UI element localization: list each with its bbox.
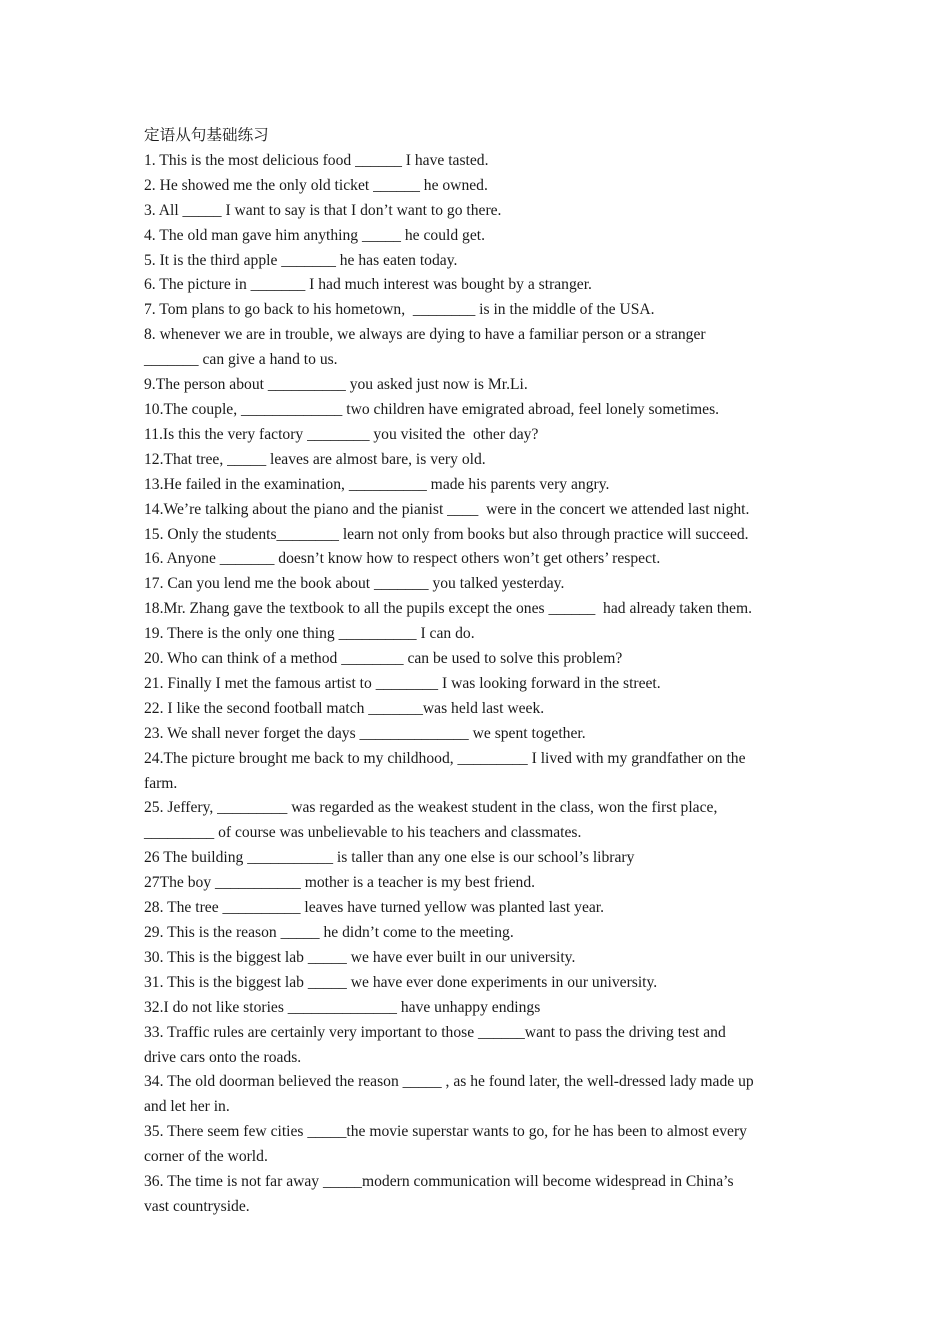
exercise-line: _________ of course was unbelievable to his teachers and classmates. <box>144 824 582 842</box>
exercise-line: 23. We shall never forget the days ______________ we spent together. <box>144 724 586 742</box>
exercise-line: 11.Is this the very factory ________ you visited the other day? <box>144 425 539 443</box>
exercise-line: 26 The building ___________ is taller than any one else is our school’s library <box>144 849 635 867</box>
exercise-line: 36. The time is not far away _____modern communication will become widespread in China’s <box>144 1173 734 1191</box>
exercise-line: 24.The picture brought me back to my childhood, _________ I lived with my grandfather on the <box>144 749 746 767</box>
exercise-line: 2. He showed me the only old ticket ______ he owned. <box>144 176 488 194</box>
exercise-line: 18.Mr. Zhang gave the textbook to all the pupils except the ones ______ had already taken them. <box>144 600 752 618</box>
exercise-line: 19. There is the only one thing __________ I can do. <box>144 625 475 643</box>
exercise-line: 30. This is the biggest lab _____ we have ever built in our university. <box>144 948 576 966</box>
exercise-line: farm. <box>144 774 178 792</box>
exercise-line: 33. Traffic rules are certainly very important to those ______want to pass the driving test and <box>144 1023 726 1041</box>
exercise-line: 5. It is the third apple _______ he has eaten today. <box>144 251 458 269</box>
exercise-line: 21. Finally I met the famous artist to ________ I was looking forward in the street. <box>144 674 661 692</box>
exercise-line: 6. The picture in _______ I had much interest was bought by a stranger. <box>144 276 592 294</box>
exercise-line: 28. The tree __________ leaves have turned yellow was planted last year. <box>144 899 605 917</box>
exercise-line: 8. whenever we are in trouble, we always are dying to have a familiar person or a stranger <box>144 326 706 344</box>
exercise-line: drive cars onto the roads. <box>144 1048 302 1066</box>
exercise-line: _______ can give a hand to us. <box>144 351 338 369</box>
exercise-line: 1. This is the most delicious food ______ I have tasted. <box>144 151 489 169</box>
exercise-line: 9.The person about __________ you asked just now is Mr.Li. <box>144 376 528 394</box>
exercise-line: 10.The couple, _____________ two children have emigrated abroad, feel lonely sometimes. <box>144 400 720 418</box>
exercise-body <box>144 124 809 1220</box>
exercise-line: corner of the world. <box>144 1148 268 1166</box>
exercise-line: 15. Only the students________ learn not only from books but also through practice will succeed. <box>144 525 749 543</box>
exercise-line: 27The boy ___________ mother is a teacher is my best friend. <box>144 874 536 892</box>
page-title: 定语从句基础练习 <box>144 127 269 144</box>
exercise-line: 3. All _____ I want to say is that I don’t want to go there. <box>144 201 502 219</box>
exercise-line: 16. Anyone _______ doesn’t know how to respect others won’t get others’ respect. <box>144 550 661 568</box>
exercise-line: 35. There seem few cities _____the movie superstar wants to go, for he has been to almost every <box>144 1123 747 1141</box>
exercise-line: and let her in. <box>144 1098 230 1116</box>
exercise-line: 4. The old man gave him anything _____ he could get. <box>144 226 485 244</box>
exercise-line: 12.That tree, _____ leaves are almost bare, is very old. <box>144 450 486 468</box>
exercise-line: 14.We’re talking about the piano and the pianist ____ were in the concert we attended last night. <box>144 500 750 518</box>
exercise-line: 29. This is the reason _____ he didn’t come to the meeting. <box>144 924 514 941</box>
exercise-line: 7. Tom plans to go back to his hometown, ________ is in the middle of the USA. <box>144 301 655 319</box>
exercise-line: 32.I do not like stories ______________ have unhappy endings <box>144 998 541 1016</box>
exercise-line: 17. Can you lend me the book about _______ you talked yesterday. <box>144 575 565 593</box>
exercise-list <box>144 149 809 1220</box>
exercise-line: 13.He failed in the examination, __________ made his parents very angry. <box>144 475 610 493</box>
exercise-line: 25. Jeffery, _________ was regarded as the weakest student in the class, won the first place, <box>144 799 718 817</box>
exercise-line: 22. I like the second football match _______was held last week. <box>144 699 545 717</box>
exercise-line: 20. Who can think of a method ________ can be used to solve this problem? <box>144 650 623 668</box>
exercise-line: vast countryside. <box>144 1197 250 1215</box>
exercise-line: 31. This is the biggest lab _____ we have ever done experiments in our university. <box>144 973 658 991</box>
exercise-line: 34. The old doorman believed the reason _____ , as he found later, the well-dressed lady made up <box>144 1073 754 1091</box>
